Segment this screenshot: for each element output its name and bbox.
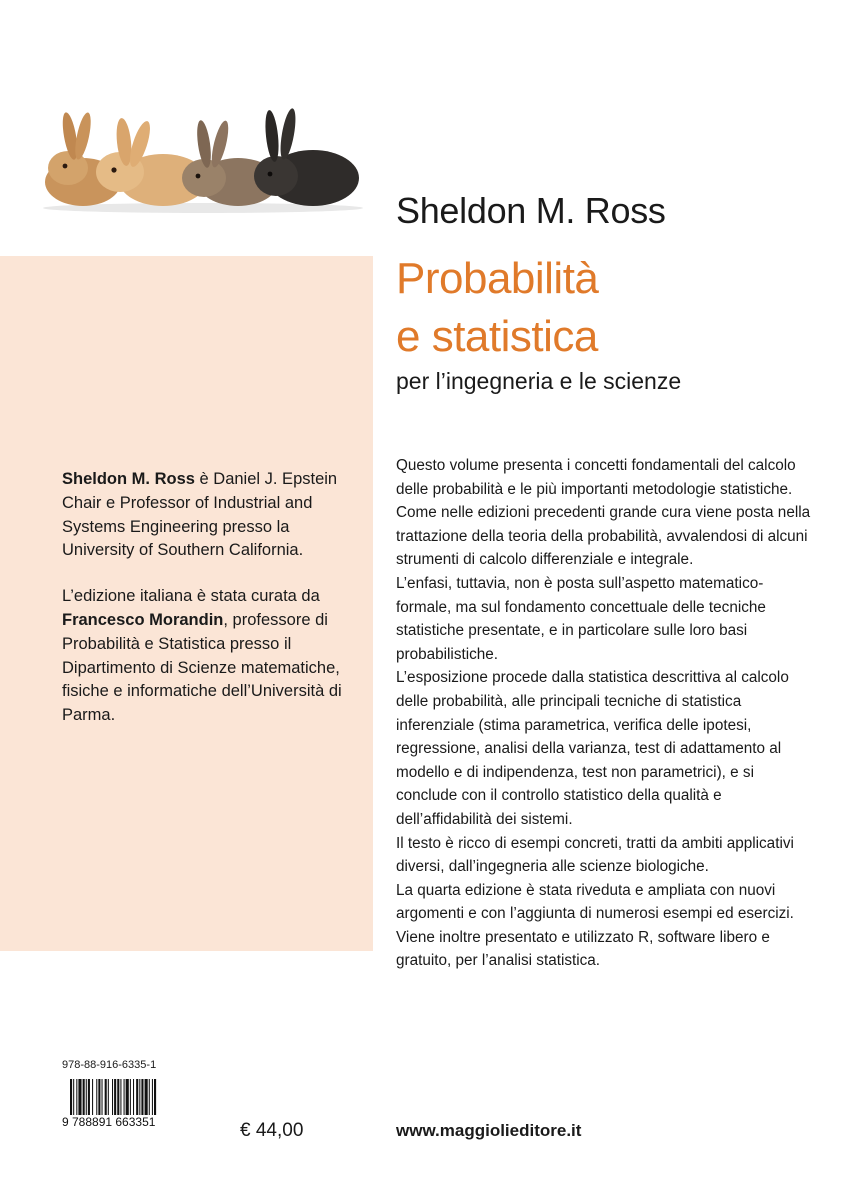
publisher-website: www.maggiolieditore.it (396, 1121, 582, 1140)
editor-bio-intro: L’edizione italiana è stata curata da (62, 587, 320, 606)
book-description (396, 454, 816, 973)
price: € 44,00 (240, 1120, 304, 1141)
barcode-bar (154, 1079, 156, 1115)
barcode-bar (114, 1079, 116, 1115)
book-title-line-1: Probabilità (396, 254, 599, 303)
cover-author-name: Sheldon M. Ross (396, 190, 666, 231)
barcode-bar (73, 1079, 74, 1115)
description-paragraph-1: Questo volume presenta i concetti fondamentali del calcolo delle probabilità e le più importanti metodologie statistiche. (396, 457, 796, 498)
description-paragraph-2: Come nelle edizioni precedenti grande cura viene posta nella trattazione della teoria della probabilità, avvalendosi di alcuni strumenti di calcolo differenziale e integrale. (396, 504, 811, 569)
barcode-bar (149, 1079, 150, 1115)
barcode-bar (105, 1079, 107, 1115)
barcode-bar (133, 1079, 134, 1115)
barcode-bar (117, 1079, 119, 1115)
isbn-number: 978-88-916-6335-1 (62, 1059, 157, 1071)
book-title-line-2: e statistica (396, 312, 598, 361)
barcode-bar (70, 1079, 72, 1115)
barcode-bar (120, 1079, 121, 1115)
barcode-bar (108, 1079, 109, 1115)
description-paragraph-4: L’esposizione procede dalla statistica descrittiva al calcolo delle probabilità, alle principali tecniche di statistica inferenziale (stima parametrica, verifica delle ipotesi, regressione, analisi della varianza, test di adattamento al modello e di indipendenza, test non parametrici), e si conclude con il controllo statistico della qualità e dell’affidabilità dei sistemi. (396, 669, 789, 828)
barcode-bar (136, 1079, 138, 1115)
description-paragraph-3: L’enfasi, tuttavia, non è posta sull’aspetto matematico-formale, ma sul fondamento concettuale delle tecniche statistiche presentate, e in particolare sulle loro basi probabilistiche. (396, 574, 766, 663)
author-bio (62, 468, 362, 750)
barcode-bar (124, 1079, 125, 1115)
description-paragraph-7: Viene inoltre presentato e utilizzato R, software libero e gratuito, per l’analisi statistica. (396, 928, 770, 970)
book-title (396, 250, 598, 366)
barcode-bar (126, 1079, 129, 1115)
barcode-bar (139, 1079, 140, 1115)
barcode-bar (76, 1079, 77, 1115)
barcode-bars (70, 1079, 156, 1115)
barcode-bar (102, 1079, 103, 1115)
rabbits-image (38, 100, 368, 215)
editor-name-bold: Francesco Morandin (62, 610, 224, 629)
barcode-bar (78, 1079, 81, 1115)
author-bio-paragraph (62, 468, 362, 563)
book-subtitle: per l’ingegneria e le scienze (396, 368, 682, 394)
barcode-bar (112, 1079, 113, 1115)
barcode (62, 1079, 204, 1127)
barcode-bar (145, 1079, 148, 1115)
author-bio-text: è Daniel J. Epstein Chair e Professor of Industrial and Systems Engineering presso la University of Southern California. (62, 470, 338, 560)
barcode-bar (141, 1079, 143, 1115)
barcode-bar (92, 1079, 93, 1115)
barcode-bar (96, 1079, 97, 1115)
editor-bio-paragraph (62, 585, 362, 728)
barcode-bar (152, 1079, 153, 1115)
barcode-bar (98, 1079, 100, 1115)
barcode-bar (83, 1079, 85, 1115)
description-paragraph-6: La quarta edizione è stata riveduta e ampliata con nuovi argomenti e con l’aggiunta di numerosi esempi ed esercizi. (396, 881, 794, 923)
barcode-bar (130, 1079, 131, 1115)
description-paragraph-5: Il testo è ricco di esempi concreti, tratti da ambiti applicativi diversi, dall’ingegneria alle scienze biologiche. (396, 834, 794, 876)
author-name-bold: Sheldon M. Ross (62, 470, 195, 488)
barcode-bar (86, 1079, 87, 1115)
barcode-digits: 9 788891 663351 (62, 1115, 156, 1127)
barcode-bar (88, 1079, 90, 1115)
editor-bio-text: , professore di Probabilità e Statistica presso il Dipartimento di Scienze matematiche, fisiche e informatiche dell’Università di Parma. (62, 610, 342, 725)
